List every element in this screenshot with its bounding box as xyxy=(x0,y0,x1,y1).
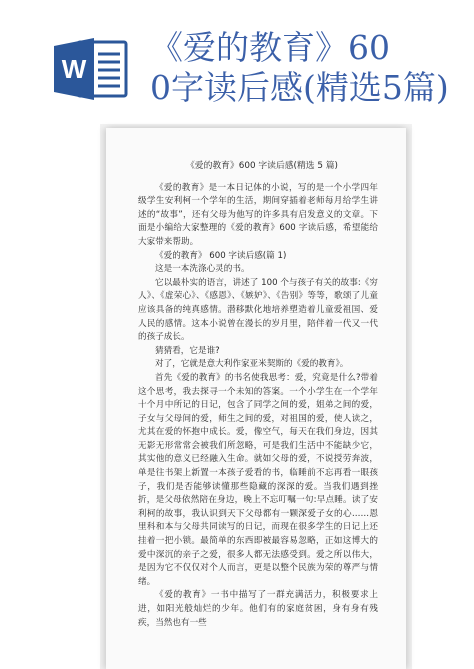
header-banner xyxy=(0,0,474,120)
document-paragraph: 首先《爱的教育》的书名使我思考：爱，究竟是什么?带着这个思考，我去探寻一个未知的答案。一个小学生在一个学年十个月中所记的日记，包含了同学之间的爱，姐弟之间的爱，子女与父母间的爱，师生之间的爱，对祖国的爱，使人读之，尤其在爱的怀抱中成长。爱，像空气，每天在我们身边，因其无影无形常常会被我们所忽略，可是我们生活中不能缺少它，其实他的意义已经融入生命。就如父母的爱，不说授劳奔波，单是往书架上新置一本孩子爱看的书，临睡前不忘再看一眼孩子，我们是否能够读懂那些隐藏的深深的爱。当我们遇到挫折，是父母依然陪在身边，晚上不忘叮嘱一句:早点睡。读了安利柯的故事，我认识到天下父母都有一颗深爱子女的心……恩里科和本与父母共同读写的日记，而现在很多学生的日记上还挂着一把小锁。最简单的东西即被最容易忽略，正如这博大的爱中深沉的亲子之爱，很多人都无法感受到。爱之所以伟大，是因为它不仅仅对个人而言，更是以整个民族为荣的尊严与情绪。 xyxy=(138,372,378,587)
document-paragraph: 猜猜看，它是谁? xyxy=(155,345,220,356)
page-title-line2: 0字读后感(精选5篇) xyxy=(150,68,449,107)
page-title-line1: 《爱的教育》60 xyxy=(150,28,390,67)
document-paragraph: 《爱的教育》 600 字读后感(篇 1) xyxy=(155,250,287,261)
document-title: 《爱的教育》600 字读后感(精选 5 篇) xyxy=(185,161,338,171)
document-paragraph: 《爱的教育》是一本日记体的小说，写的是一个小学四年级学生安利柯一个学年的生活，期间穿插着老师每月给学生讲述的“故事”，还有父母为他写的许多具有启发意义的文章。下面是小编给大家整理的《爱的教育》600 字读后感，希望能给大家带来帮助。 xyxy=(138,182,378,247)
document-body xyxy=(138,160,378,630)
document-paragraph: 对了，它就是意大利作家亚米契斯的《爱的教育》。 xyxy=(155,359,349,370)
document-paragraph: 它以最朴实的语言，讲述了 100 个与孩子有关的故事:《穷人》、《虚荣心》、《感恩》、《嫉妒》、《告别》等等，歌颂了儿童应该具备的纯真感情。潜移默化地培养塑造着儿童爱祖国、爱人民的感情。这本小说曾在漫长的岁月里，陪伴着一代又一代的孩子成长。 xyxy=(138,277,378,343)
word-logo-letter: W xyxy=(61,54,87,84)
document-paragraph: 这是一本洗涤心灵的书。 xyxy=(155,264,250,275)
document-paragraph: 《爱的教育》一书中描写了一群充满活力，积极要求上进，如阳光般灿烂的少年。他们有的家庭贫困，身有身有残疾，当然也有一些 xyxy=(138,590,378,628)
word-doc-icon xyxy=(52,36,132,102)
page-title xyxy=(150,28,468,108)
